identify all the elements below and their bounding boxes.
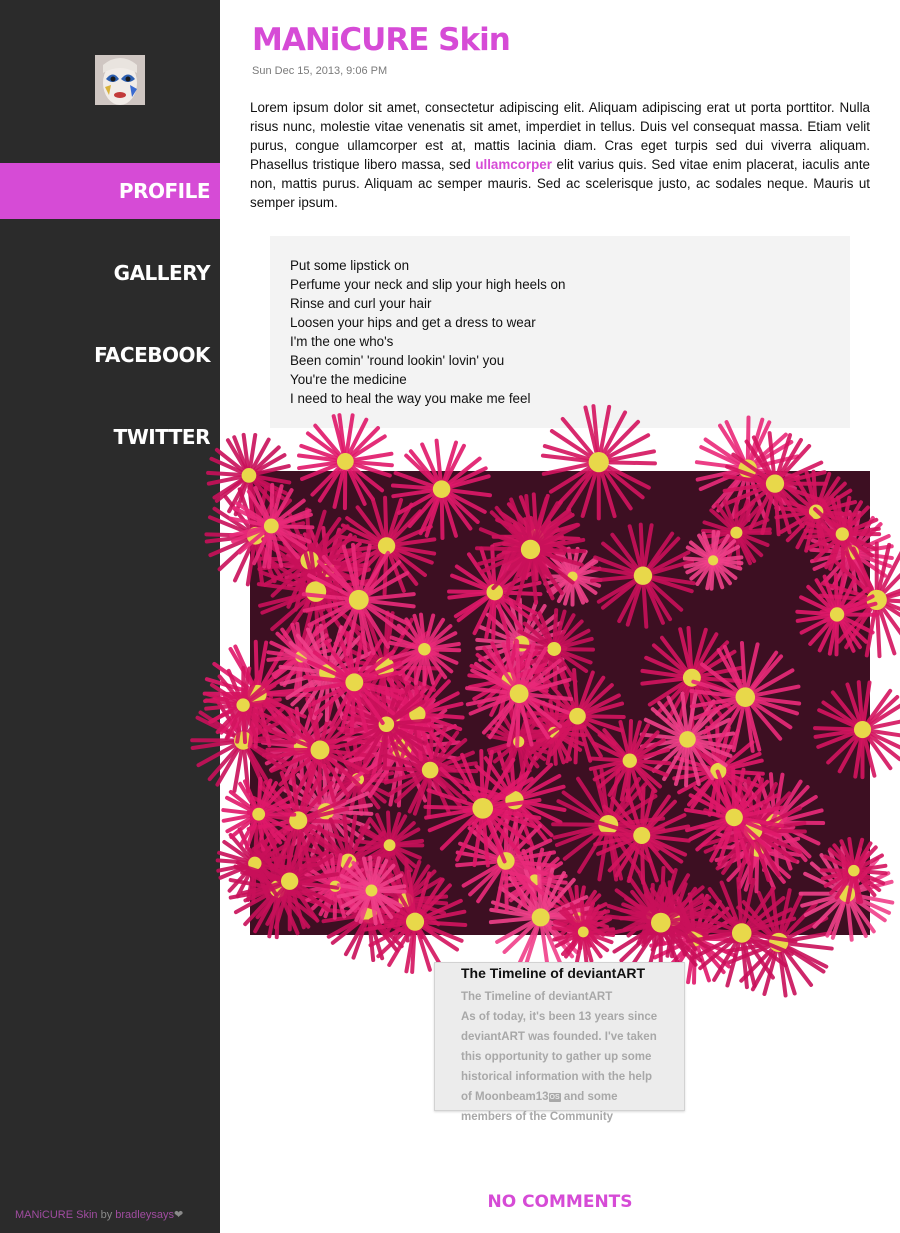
nav-profile[interactable]: PROFILE [0,163,220,219]
embed-text-1: As of today, it's been 13 years since deviantART was founded. I've taken this opportunity to gather up some historical information with the help of Moonbeam13 [461,1011,658,1103]
deviation-embed[interactable] [434,962,685,1123]
quote-line: Loosen your hips and get a dress to wear [290,315,536,330]
body-text-2: elit varius quis. Sed vitae enim placerat, iaculis ante non, mattis purus. Aliquam ac semper mauris. Sed ac scelerisque justo, ac sodales neque. Mauris ut semper ipsum. [250,157,870,210]
no-comments-link[interactable]: NO COMMENTS [487,1192,633,1212]
nav-gallery[interactable]: GALLERY [113,261,210,285]
quote-line: You're the medicine [290,372,407,387]
body-link[interactable]: ullamcorper [475,157,552,172]
nav-twitter[interactable]: TWITTER [113,425,210,449]
sidebar [0,0,220,1233]
flower-photo[interactable] [250,471,870,935]
footer-by: by [97,1209,116,1221]
embed-subtitle: The Timeline of deviantART [461,991,613,1003]
quote-line: Rinse and curl your hair [290,296,432,311]
lyrics-quote [270,236,850,428]
avatar[interactable] [95,55,145,105]
heart-icon: ❤ [173,1209,184,1221]
quote-line: I need to heal the way you make me feel [290,391,531,406]
embed-title[interactable]: The Timeline of deviantART [461,965,646,981]
body-text-1: Lorem ipsum dolor sit amet, consectetur adipiscing elit. Aliquam adipiscing erat ut porta porttitor. Nulla risus nunc, molestie vitae venenatis sit amet, imperdiet in tellus. Duis vel consequat massa. Etiam velit purus, congue ullamcorper est at, mattis lacinia diam. Cras eget turpis sed dui viverra aliquam. Phasellus tristique libero massa, sed [250,100,870,172]
footer-author-link[interactable]: bradleysays [115,1209,174,1221]
embed-excerpt [461,1007,666,1127]
quote-line: Put some lipstick on [290,258,410,273]
footer-skin-link[interactable]: MANiCURE Skin [15,1209,98,1221]
quote-line: I'm the one who's [290,334,394,349]
post-date: Sun Dec 15, 2013, 9:06 PM [252,65,388,77]
page-title: MANiCURE Skin [252,22,510,58]
post-body [250,98,870,212]
quote-line: Perfume your neck and slip your high heels on [290,277,566,292]
nav-facebook[interactable]: FACEBOOK [94,343,210,367]
quote-line: Been comin' 'round lookin' lovin' you [290,353,505,368]
footer-credit [15,1208,183,1221]
embed-text-2: and some members of the Community [461,1091,618,1123]
os-badge-icon: OS [549,1094,560,1101]
